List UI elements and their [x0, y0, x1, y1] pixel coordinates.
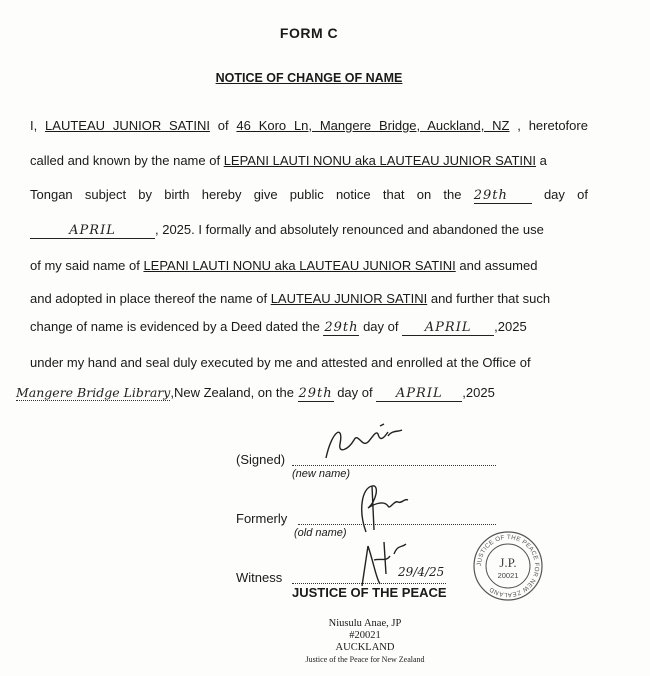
body-line-4: APRIL , 2025. I formally and absolutely renounced and abandoned the use	[30, 222, 588, 239]
jp-seal-stamp	[472, 530, 544, 602]
witness-signature	[354, 534, 414, 590]
seal-ring-text: JUSTICE OF THE PEACE FOR NEW ZEALAND	[475, 533, 541, 599]
body-line-9: Mangere Bridge Library,New Zealand, on the 29th day of APRIL ,2025	[16, 385, 495, 401]
body-line-6: and adopted in place thereof the name of LAUTEAU JUNIOR SATINI and further that such	[30, 291, 551, 306]
applicant-address: 46 Koro Ln, Mangere Bridge, Auckland, NZ	[236, 118, 510, 133]
deed-day: 29th	[324, 320, 359, 335]
notice-day: 29th	[474, 188, 532, 204]
seal-number: 20021	[497, 571, 519, 580]
enrolment-place: Mangere Bridge Library	[16, 385, 171, 400]
body-line-3: Tongan subject by birth hereby give public notice that on the 29th day of	[30, 187, 588, 203]
body-line-8: under my hand and seal duly executed by me and attested and enrolled at the Office of	[30, 355, 531, 370]
witness-date: 29/4/25	[398, 565, 445, 579]
jp-stamp-number: #20021	[349, 630, 381, 641]
form-subtitle: NOTICE OF CHANGE OF NAME	[215, 71, 403, 85]
applicant-name: LAUTEAU JUNIOR SATINI	[45, 118, 210, 133]
applicant-signature	[318, 420, 408, 462]
jp-stamp-city: AUCKLAND	[335, 642, 395, 653]
signed-label: (Signed)	[236, 452, 286, 467]
signed-dotted-line	[292, 464, 496, 466]
new-name: LAUTEAU JUNIOR SATINI	[270, 291, 428, 306]
enrolment-month: APRIL	[376, 386, 462, 402]
jp-stamp-name: Niusulu Anae, JP	[328, 618, 402, 629]
body-line-5: of my said name of LEPANI LAUTI NONU aka LAUTEAU JUNIOR SATINI and assumed	[30, 258, 538, 273]
new-name-caption: (new name)	[292, 468, 351, 480]
old-name-caption: (old name)	[294, 527, 347, 539]
jp-stamp-role: Justice of the Peace for New Zealand	[305, 655, 425, 664]
form-title: FORM C	[279, 25, 339, 41]
enrolment-day: 29th	[298, 386, 333, 401]
seal-center-text: J.P.	[499, 555, 517, 570]
old-name-repeat: LEPANI LAUTI NONU aka LAUTEAU JUNIOR SATINI	[143, 258, 456, 273]
old-name: LEPANI LAUTI NONU aka LAUTEAU JUNIOR SATINI	[223, 153, 537, 168]
formerly-label: Formerly	[236, 511, 288, 526]
body-line-2: called and known by the name of LEPANI LAUTI NONU aka LAUTEAU JUNIOR SATINI a	[30, 153, 547, 168]
witness-label: Witness	[236, 570, 283, 585]
old-name-signature	[344, 480, 416, 536]
deed-month: APRIL	[402, 320, 494, 336]
justice-of-the-peace-title: JUSTICE OF THE PEACE	[292, 585, 447, 600]
body-line-7: change of name is evidenced by a Deed dated the 29th day of APRIL ,2025	[30, 319, 527, 335]
notice-month: APRIL	[30, 223, 155, 239]
body-line-1: I, LAUTEAU JUNIOR SATINI of 46 Koro Ln, Mangere Bridge, Auckland, NZ , heretofore	[30, 118, 588, 133]
